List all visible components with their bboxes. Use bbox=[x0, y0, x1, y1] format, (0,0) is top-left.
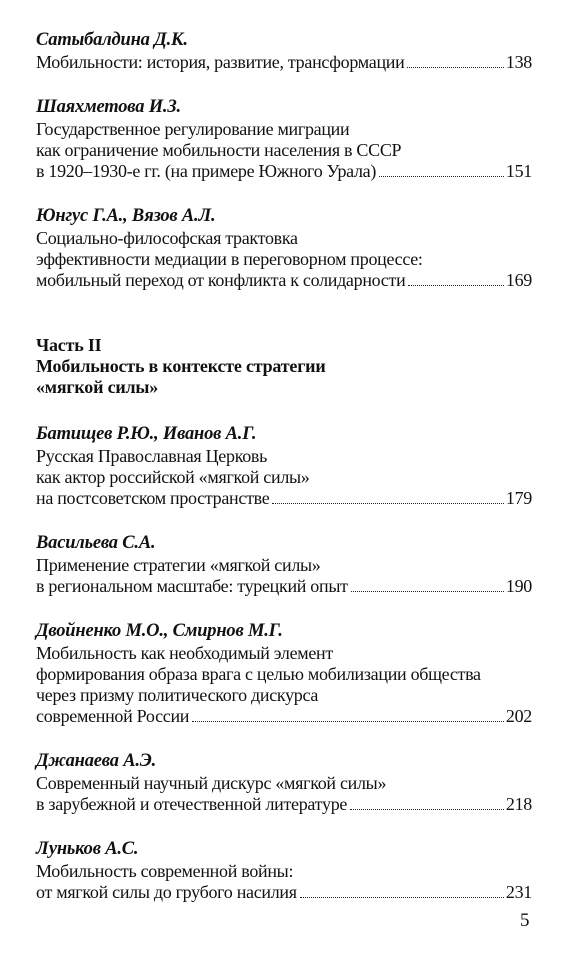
table-of-contents bbox=[36, 28, 532, 925]
entry-title-lastline[interactable] bbox=[36, 882, 532, 903]
entry-title-text: на постсоветском пространстве bbox=[36, 488, 270, 508]
entry-title-line: Государственное регулирование миграции bbox=[36, 119, 350, 139]
entry-title-text: мобильный переход от конфликта к солидарности bbox=[36, 270, 406, 290]
entry-page-number: 218 bbox=[505, 794, 532, 814]
entry-author: Сатыбалдина Д.К. bbox=[36, 30, 188, 50]
dot-leader bbox=[351, 591, 504, 592]
toc-entry bbox=[36, 95, 532, 182]
entry-page-number: 169 bbox=[505, 270, 532, 290]
entry-page-number: 179 bbox=[505, 488, 532, 508]
toc-entry bbox=[36, 28, 532, 73]
dot-leader bbox=[300, 897, 504, 898]
entry-title-line: Русская Православная Церковь bbox=[36, 446, 268, 466]
toc-entry bbox=[36, 204, 532, 291]
entry-title-line: как ограничение мобильности населения в СССР bbox=[36, 140, 402, 160]
dot-leader bbox=[408, 285, 503, 286]
entry-title-line: формирования образа врага с целью мобилизации общества bbox=[36, 664, 481, 684]
toc-entry bbox=[36, 837, 532, 903]
entry-title-line: Социально-философская трактовка bbox=[36, 228, 298, 248]
toc-entry bbox=[36, 749, 532, 815]
entry-page-number: 138 bbox=[505, 52, 532, 72]
entry-author: Батищев Р.Ю., Иванов А.Г. bbox=[36, 424, 257, 444]
entry-page-number: 231 bbox=[505, 882, 532, 902]
part-title-line: Мобильность в контексте стратегии bbox=[36, 356, 326, 376]
entry-title-lastline[interactable] bbox=[36, 488, 532, 509]
entry-page-number: 151 bbox=[505, 161, 532, 181]
entry-author: Васильева С.А. bbox=[36, 533, 156, 553]
entry-title-line: Применение стратегии «мягкой силы» bbox=[36, 555, 321, 575]
entry-title-line: Мобильность современной войны: bbox=[36, 861, 294, 881]
entry-title-text: Мобильности: история, развитие, трансформации bbox=[36, 52, 405, 72]
entry-title-text: современной России bbox=[36, 706, 190, 726]
entry-title-lastline[interactable] bbox=[36, 794, 532, 815]
entry-title-lastline[interactable] bbox=[36, 52, 532, 73]
part-title-line: «мягкой силы» bbox=[36, 377, 159, 397]
entry-page-number: 202 bbox=[505, 706, 532, 726]
entry-title-text: от мягкой силы до грубого насилия bbox=[36, 882, 297, 902]
entry-title-lastline[interactable] bbox=[36, 270, 532, 291]
toc-entry bbox=[36, 619, 532, 727]
entry-author: Шаяхметова И.З. bbox=[36, 97, 181, 117]
dot-leader bbox=[192, 721, 504, 722]
entry-page-number: 190 bbox=[505, 576, 532, 596]
toc-entry bbox=[36, 531, 532, 597]
dot-leader bbox=[379, 176, 504, 177]
entry-title-line: эффективности медиации в переговорном процессе: bbox=[36, 249, 423, 269]
toc-entry bbox=[36, 422, 532, 509]
entry-title-line: Современный научный дискурс «мягкой силы» bbox=[36, 773, 387, 793]
entry-title-lastline[interactable] bbox=[36, 576, 532, 597]
dot-leader bbox=[350, 809, 504, 810]
entry-title-text: в 1920–1930-е гг. (на примере Южного Урала) bbox=[36, 161, 377, 181]
entry-author: Джанаева А.Э. bbox=[36, 751, 157, 771]
entry-title-text: в региональном масштабе: турецкий опыт bbox=[36, 576, 348, 596]
entry-title-line: через призму политического дискурса bbox=[36, 685, 319, 705]
entry-author: Двойненко М.О., Смирнов М.Г. bbox=[36, 621, 283, 641]
entry-title-text: в зарубежной и отечественной литературе bbox=[36, 794, 348, 814]
entry-title-lastline[interactable] bbox=[36, 706, 532, 727]
entry-title-lastline[interactable] bbox=[36, 161, 532, 182]
page-number: 5 bbox=[520, 910, 530, 931]
entry-author: Юнгус Г.А., Вязов А.Л. bbox=[36, 206, 216, 226]
part-heading bbox=[36, 335, 532, 398]
dot-leader bbox=[407, 67, 503, 68]
entry-title-line: Мобильность как необходимый элемент bbox=[36, 643, 333, 663]
part-label: Часть II bbox=[36, 335, 102, 355]
entry-author: Луньков А.С. bbox=[36, 839, 139, 859]
entry-title-line: как актор российской «мягкой силы» bbox=[36, 467, 310, 487]
dot-leader bbox=[272, 503, 503, 504]
